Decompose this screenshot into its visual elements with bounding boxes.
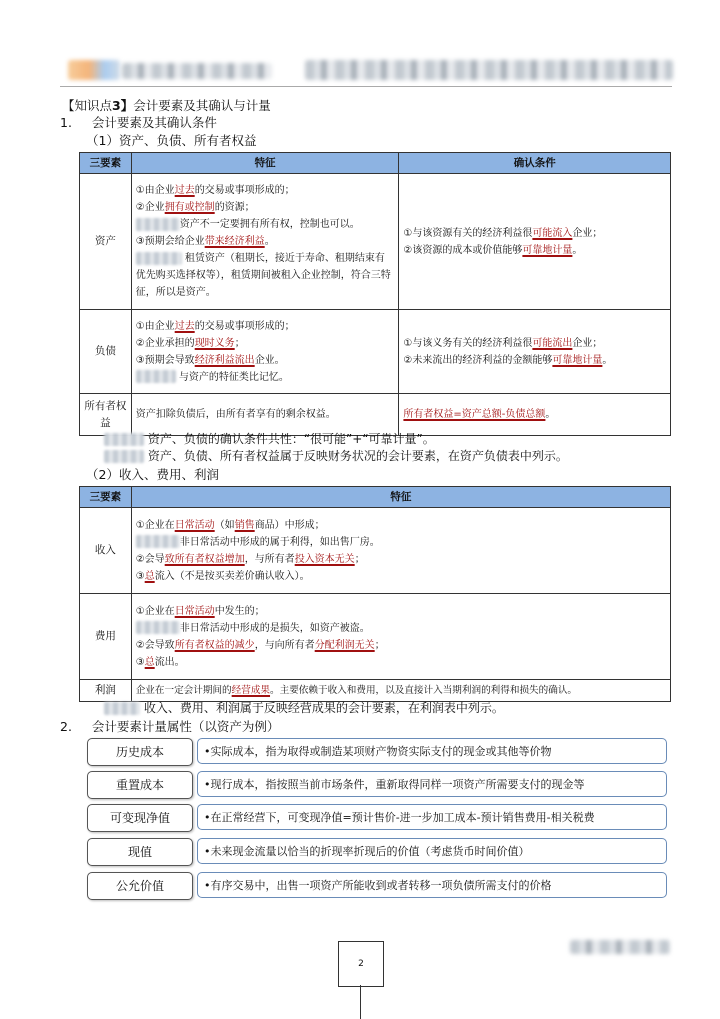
table1-header-row bbox=[80, 153, 671, 174]
note-income-statement: 收入、费用、利润属于反映经营成果的会计要素，在利润表中列示。 bbox=[104, 699, 504, 716]
measure-item bbox=[87, 838, 670, 866]
row-label: 费用 bbox=[80, 594, 132, 680]
measure-name: 可变现净值 bbox=[87, 804, 193, 832]
header-blur-right bbox=[305, 60, 673, 80]
table-balance-elements bbox=[79, 152, 671, 436]
measure-name: 重置成本 bbox=[87, 771, 193, 799]
sec1-heading: 1. 会计要素及其确认条件 bbox=[60, 115, 217, 130]
col-header: 确认条件 bbox=[399, 153, 671, 174]
sub2-heading: （2）收入、费用、利润 bbox=[86, 467, 219, 482]
note-balance-sheet: 资产、负债、所有者权益属于反映财务状况的会计要素，在资产负债表中列示。 bbox=[104, 447, 568, 464]
row-label: 所有者权益 bbox=[80, 394, 132, 436]
measure-desc: •有序交易中，出售一项资产所能收到或者转移一项负债所需支付的价格 bbox=[197, 872, 667, 898]
sub1-heading: （1）资产、负债、所有者权益 bbox=[86, 133, 257, 148]
row-label: 利润 bbox=[80, 680, 132, 702]
section-title: 【知识点3】会计要素及其确认与计量 bbox=[62, 98, 271, 113]
table-row-expense bbox=[80, 594, 671, 680]
col-header: 特征 bbox=[131, 153, 399, 174]
col-header: 三要素 bbox=[80, 153, 132, 174]
feature-cell: ①企业在日常活动中发生的； 非日常活动中形成的是损失，如资产被盗。 ②会导致所有者权益的减少，与向所有者分配利润无关； ③总流出。 bbox=[131, 594, 670, 680]
measure-item bbox=[87, 771, 670, 799]
feature-cell: ①企业在日常活动（如销售商品）中形成； 非日常活动中形成的属于利得，如出售厂房。 ②会导致所有者权益增加，与所有者投入资本无关； ③总流入（不是按买卖差价确认收入）。 bbox=[131, 508, 670, 594]
condition-cell: ①与该资源有关的经济利益很可能流入企业； ②该资源的成本或价值能够可靠地计量。 bbox=[399, 174, 671, 310]
measure-desc: •未来现金流量以恰当的折现率折现后的价值（考虑货币时间价值） bbox=[197, 838, 667, 864]
note-common-conditions: 资产、负债的确认条件共性：“很可能”+“可靠计量”。 bbox=[104, 430, 435, 447]
logo-blur bbox=[68, 60, 120, 80]
feature-cell: 资产扣除负债后，由所有者享有的剩余权益。 bbox=[131, 394, 399, 436]
measure-desc: •现行成本，指按照当前市场条件，重新取得同样一项资产所需要支付的现金等 bbox=[197, 771, 667, 797]
measure-item bbox=[87, 738, 670, 766]
measure-desc: •实际成本，指为取得或制造某项财产物资实际支付的现金或其他等价物 bbox=[197, 738, 667, 764]
footer-blur bbox=[570, 940, 670, 954]
page-number: 2 bbox=[338, 941, 384, 987]
measure-name: 现值 bbox=[87, 838, 193, 866]
table2-header-row bbox=[80, 487, 671, 508]
row-label: 收入 bbox=[80, 508, 132, 594]
page-divider bbox=[360, 985, 361, 1019]
row-label: 负债 bbox=[80, 310, 132, 394]
measure-item bbox=[87, 872, 670, 900]
table-row-liability bbox=[80, 310, 671, 394]
measure-name: 历史成本 bbox=[87, 738, 193, 766]
table-income-elements bbox=[79, 486, 671, 702]
measure-name: 公允价值 bbox=[87, 872, 193, 900]
header-rule bbox=[60, 86, 672, 87]
feature-cell: ①由企业过去的交易或事项形成的； ②企业承担的现时义务； ③预期会导致经济利益流出企业。 与资产的特征类比记忆。 bbox=[131, 310, 399, 394]
table-row-asset bbox=[80, 174, 671, 310]
col-header: 特征 bbox=[131, 487, 670, 508]
condition-cell: 所有者权益=资产总额-负债总额。 bbox=[399, 394, 671, 436]
header-blur-left bbox=[122, 63, 272, 79]
measure-item bbox=[87, 804, 670, 832]
feature-cell: ①由企业过去的交易或事项形成的； ②企业拥有或控制的资源； 资产不一定要拥有所有权，控制也可以。 ③预期会给企业带来经济利益。 租赁资产（租期长，接近于寿命、租期结束有优先购买选择权等），租赁期间被租入企业控制，符合三特征，所以是资产。 bbox=[131, 174, 399, 310]
table-row-income bbox=[80, 508, 671, 594]
feature-cell: 企业在一定会计期间的经营成果。主要依赖于收入和费用，以及直接计入当期利润的利得和损失的确认。 bbox=[131, 680, 670, 702]
condition-cell: ①与该义务有关的经济利益很可能流出企业； ②未来流出的经济利益的金额能够可靠地计量。 bbox=[399, 310, 671, 394]
sec2-heading: 2. 会计要素计量属性（以资产为例） bbox=[60, 719, 280, 734]
col-header: 三要素 bbox=[80, 487, 132, 508]
row-label: 资产 bbox=[80, 174, 132, 310]
measure-desc: •在正常经营下，可变现净值=预计售价-进一步加工成本-预计销售费用-相关税费 bbox=[197, 804, 667, 830]
